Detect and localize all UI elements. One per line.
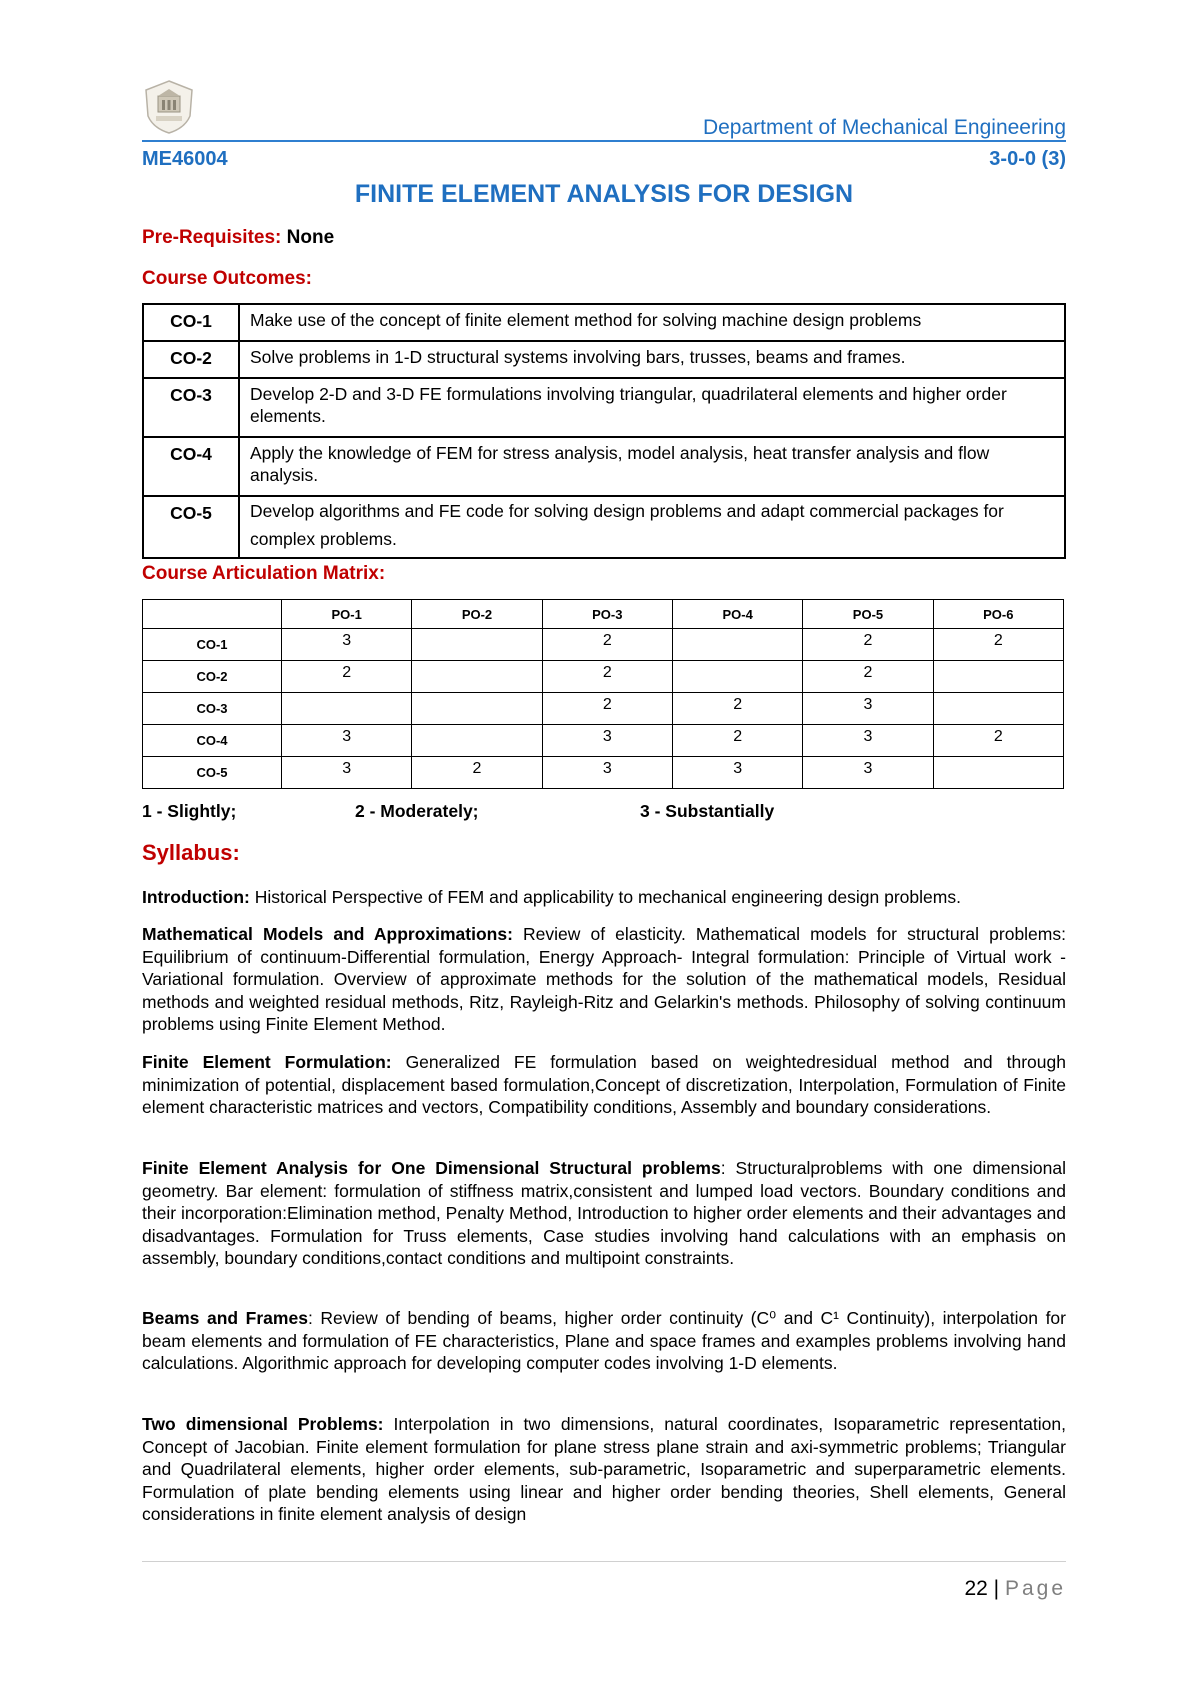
footer-rule [142, 1561, 1066, 1562]
co-row-label: CO-5 [143, 757, 282, 789]
section-title: Beams and Frames [142, 1308, 308, 1328]
articulation-matrix-table [142, 599, 1064, 789]
matrix-cell: 3 [282, 757, 412, 789]
matrix-cell [933, 757, 1063, 789]
matrix-cell: 2 [542, 693, 672, 725]
table-row [143, 725, 1064, 757]
section-title: Introduction: [142, 887, 250, 907]
matrix-cell [672, 629, 802, 661]
table-row [143, 341, 1065, 378]
table-row [143, 496, 1065, 558]
department-name: Department of Mechanical Engineering [702, 116, 1066, 139]
matrix-cell: 3 [803, 757, 933, 789]
table-row [143, 693, 1064, 725]
po-header: PO-5 [803, 600, 933, 629]
legend-substantially: 3 - Substantially [640, 801, 775, 821]
section-text: Historical Perspective of FEM and applicability to mechanical engineering design problems. [249, 887, 961, 907]
matrix-cell: 2 [282, 661, 412, 693]
section-title: Two dimensional Problems: [142, 1414, 384, 1434]
course-outcomes-table [142, 303, 1066, 559]
syllabus-section-introduction [142, 886, 1066, 909]
legend-moderately: 2 - Moderately; [355, 801, 479, 821]
matrix-cell [412, 693, 542, 725]
section-text: Generalized FE formulation based on weightedresidual method and through minimization of potential, displacement based formulation,Concept of discretization, Interpolation, Formulation of Finite element characteristic matrices and vectors, Compatibility conditions, Assembly and boundary considerations. [142, 1052, 1066, 1117]
table-row [143, 661, 1064, 693]
page-word: Page [1004, 1577, 1066, 1600]
syllabus-section-beams-frames [142, 1307, 1066, 1375]
syllabus-section-one-dimensional [142, 1157, 1066, 1270]
matrix-cell: 2 [542, 629, 672, 661]
matrix-cell [282, 693, 412, 725]
co-code: CO-2 [143, 341, 239, 378]
page-number [964, 1577, 1066, 1601]
section-text: : Structuralproblems with one dimensional geometry. Bar element: formulation of stiffness matrix,consistent and lumped load vectors. Boundary conditions and their incorporation:Elimination method, Penalty Method, Introduction to higher order elements and their advantages and disadvantages. Formulation for Truss elements, Case studies involving hand calculations with an emphasis on assembly, boundary conditions,contact conditions and multipoint constraints. [142, 1158, 1066, 1268]
matrix-cell [933, 661, 1063, 693]
matrix-cell: 2 [803, 629, 933, 661]
table-row [143, 629, 1064, 661]
matrix-cell: 2 [412, 757, 542, 789]
co-description: Develop 2-D and 3-D FE formulations involving triangular, quadrilateral elements and higher order elements. [239, 378, 1065, 437]
course-title: FINITE ELEMENT ANALYSIS FOR DESIGN [354, 180, 854, 208]
course-outcomes-heading: Course Outcomes: [142, 268, 312, 289]
articulation-matrix-heading: Course Articulation Matrix: [142, 563, 386, 584]
table-row [143, 437, 1065, 496]
header-rule [142, 140, 1066, 142]
co-code: CO-5 [143, 496, 239, 558]
table-row [143, 378, 1065, 437]
syllabus-section-two-dimensional [142, 1413, 1066, 1526]
page-separator: | [987, 1577, 1005, 1600]
course-credits: 3-0-0 (3) [989, 148, 1066, 170]
co-row-label: CO-1 [143, 629, 282, 661]
section-text: : Review of bending of beams, higher order continuity (C⁰ and C¹ Continuity), interpolation for beam elements and formulation of FE characteristics, Plane and space frames and examples problems involving hand calculations. Algorithmic approach for developing computer codes involving 1-D elements. [142, 1308, 1066, 1373]
matrix-cell: 2 [672, 693, 802, 725]
course-code: ME46004 [142, 148, 228, 170]
table-header-row [143, 600, 1064, 629]
po-header: PO-6 [933, 600, 1063, 629]
institute-logo-icon [140, 78, 198, 136]
prerequisites-value: None [281, 227, 335, 248]
matrix-cell [933, 693, 1063, 725]
matrix-cell: 3 [803, 693, 933, 725]
table-row [143, 304, 1065, 341]
section-text: Interpolation in two dimensions, natural coordinates, Isoparametric representation, Concept of Jacobian. Finite element formulation for plane stress plane strain and axi-symmetric problems; Triangular and Quadrilateral elements, higher order elements, sub-parametric, Isoparametric and superparametric elements. Formulation of plate bending elements using linear and higher order bending theories, Shell elements, General considerations in finite element analysis of design [142, 1414, 1066, 1524]
po-header: PO-2 [412, 600, 542, 629]
matrix-cell: 2 [672, 725, 802, 757]
matrix-cell [412, 661, 542, 693]
matrix-cell: 3 [282, 725, 412, 757]
syllabus-section-fe-formulation [142, 1051, 1066, 1119]
empty-corner-cell [143, 600, 282, 629]
matrix-cell: 2 [933, 725, 1063, 757]
co-description: Make use of the concept of finite element method for solving machine design problems [239, 304, 1065, 341]
matrix-cell: 2 [933, 629, 1063, 661]
matrix-cell: 3 [672, 757, 802, 789]
matrix-cell: 3 [542, 757, 672, 789]
co-row-label: CO-2 [143, 661, 282, 693]
po-header: PO-1 [282, 600, 412, 629]
section-text: Review of elasticity. Mathematical models for structural problems: Equilibrium of continuum-Differential formulation, Energy Approach- Integral formulation: Principle of Virtual work - Variational formulation. Overview of approximate methods for the solution of the mathematical models, Residual methods and weighted residual methods, Ritz, Rayleigh-Ritz and Gelarkin's methods. Philosophy of solving continuum problems using Finite Element Method. [142, 924, 1066, 1034]
co-description: Develop algorithms and FE code for solving design problems and adapt commercial packages for complex problems. [239, 496, 1065, 558]
legend-slightly: 1 - Slightly; [142, 801, 237, 821]
matrix-cell: 3 [282, 629, 412, 661]
matrix-cell [672, 661, 802, 693]
po-header: PO-4 [672, 600, 802, 629]
prerequisites [142, 227, 334, 249]
matrix-cell [412, 629, 542, 661]
co-code: CO-4 [143, 437, 239, 496]
prerequisites-label: Pre-Requisites: [142, 227, 282, 248]
matrix-cell: 3 [803, 725, 933, 757]
syllabus-section-mathematical-models [142, 923, 1066, 1036]
section-title: Finite Element Analysis for One Dimensional Structural problems [142, 1158, 721, 1178]
syllabus-heading: Syllabus: [142, 840, 240, 865]
page-number-value: 22 [964, 1577, 988, 1600]
co-code: CO-3 [143, 378, 239, 437]
matrix-cell: 2 [542, 661, 672, 693]
section-title: Finite Element Formulation: [142, 1052, 392, 1072]
co-row-label: CO-4 [143, 725, 282, 757]
matrix-cell [412, 725, 542, 757]
section-title: Mathematical Models and Approximations: [142, 924, 513, 944]
co-description: Solve problems in 1-D structural systems involving bars, trusses, beams and frames. [239, 341, 1065, 378]
co-row-label: CO-3 [143, 693, 282, 725]
matrix-cell: 3 [542, 725, 672, 757]
co-code: CO-1 [143, 304, 239, 341]
table-row [143, 757, 1064, 789]
co-description: Apply the knowledge of FEM for stress analysis, model analysis, heat transfer analysis and flow analysis. [239, 437, 1065, 496]
matrix-cell: 2 [803, 661, 933, 693]
po-header: PO-3 [542, 600, 672, 629]
